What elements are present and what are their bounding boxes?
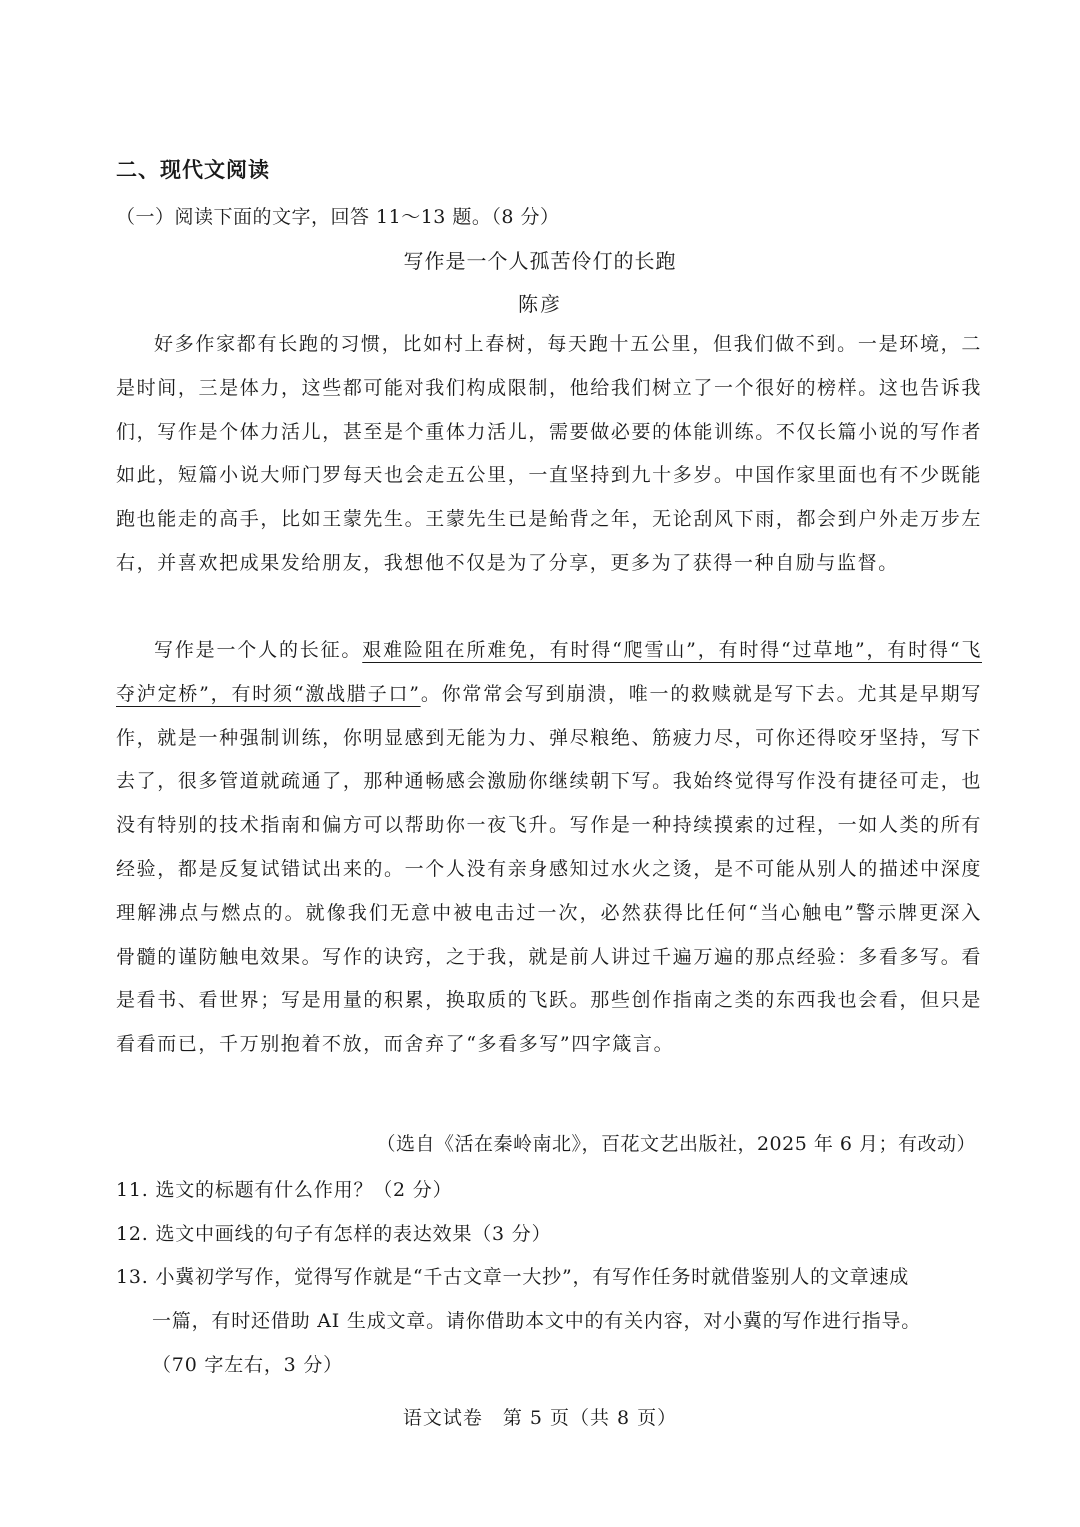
article-author: 陈彦 <box>518 292 562 316</box>
article-paragraph-1 <box>116 323 982 586</box>
question-13 <box>116 1255 982 1387</box>
page-footer: 语文试卷 第 5 页（共 8 页） <box>402 1407 678 1429</box>
article-paragraph-2 <box>116 629 982 1067</box>
paragraph-1-text: 好多作家都有长跑的习惯，比如村上春树，每天跑十五公里，但我们做不到。一是环境，二是时间，三是体力，这些都可能对我们构成限制，他给我们树立了一个很好的榜样。这也告诉我们，写作是个体力活儿，甚至是个重体力活儿，需要做必要的体能训练。不仅长篇小说的写作者如此，短篇小说大师门罗每天也会走五公里，一直坚持到九十多岁。中国作家里面也有不少既能跑也能走的高手，比如王蒙先生。王蒙先生已是鲐背之年，无论刮风下雨，都会到户外走万步左右，并喜欢把成果发给朋友，我想他不仅是为了分享，更多为了获得一种自励与监督。 <box>116 333 982 574</box>
question-11: 11. 选文的标题有什么作用？（2 分） <box>116 1179 453 1201</box>
question-13-line-1: 13. 小冀初学写作，觉得写作就是“千古文章一大抄”，有写作任务时就借鉴别人的文章速成 <box>116 1266 910 1288</box>
underlined-sentence: 艰难险阻在所难免，有时得“爬雪山”，有时得“过草地”，有时得“飞夺泸定桥”，有时须“激战腊子口” <box>116 639 982 705</box>
question-13-line-3: （70 字左右，3 分） <box>152 1354 343 1376</box>
paragraph-2-rest: 。你常常会写到崩溃，唯一的救赎就是写下去。尤其是早期写作，就是一种强制训练，你明显感到无能为力、弹尽粮绝、筋疲力尽，可你还得咬牙坚持，写下去了，很多管道就疏通了，那种通畅感会激励你继续朝下写。我始终觉得写作没有捷径可走，也没有特别的技术指南和偏方可以帮助你一夜飞升。写作是一种持续摸索的过程，一如人类的所有经验，都是反复试错试出来的。一个人没有亲身感知过水火之烫，是不可能从别人的描述中深度理解沸点与燃点的。就像我们无意中被电击过一次，必然获得比任何“当心触电”警示牌更深入骨髓的谨防触电效果。写作的诀窍，之于我，就是前人讲过千遍万遍的那点经验：多看多写。看是看书、看世界；写是用量的积累，换取质的飞跃。那些创作指南之类的东西我也会看，但只是看看而已，千万别抱着不放，而舍弃了“多看多写”四字箴言。 <box>116 682 982 1056</box>
article-source: （选自《活在秦岭南北》，百花文艺出版社，2025 年 6 月；有改动） <box>376 1133 976 1155</box>
section-title: 二、现代文阅读 <box>116 158 270 182</box>
question-12: 12. 选文中画线的句子有怎样的表达效果（3 分） <box>116 1223 552 1245</box>
paragraph-2-lead: 写作是一个人的长征。 <box>154 639 363 661</box>
reading-instruction: （一）阅读下面的文字，回答 11～13 题。（8 分） <box>116 206 560 228</box>
question-13-line-2: 一篇，有时还借助 AI 生成文章。请你借助本文中的有关内容，对小冀的写作进行指导。 <box>152 1310 922 1332</box>
article-title: 写作是一个人孤苦伶仃的长跑 <box>403 249 677 273</box>
paragraph-2-text <box>116 629 982 1067</box>
